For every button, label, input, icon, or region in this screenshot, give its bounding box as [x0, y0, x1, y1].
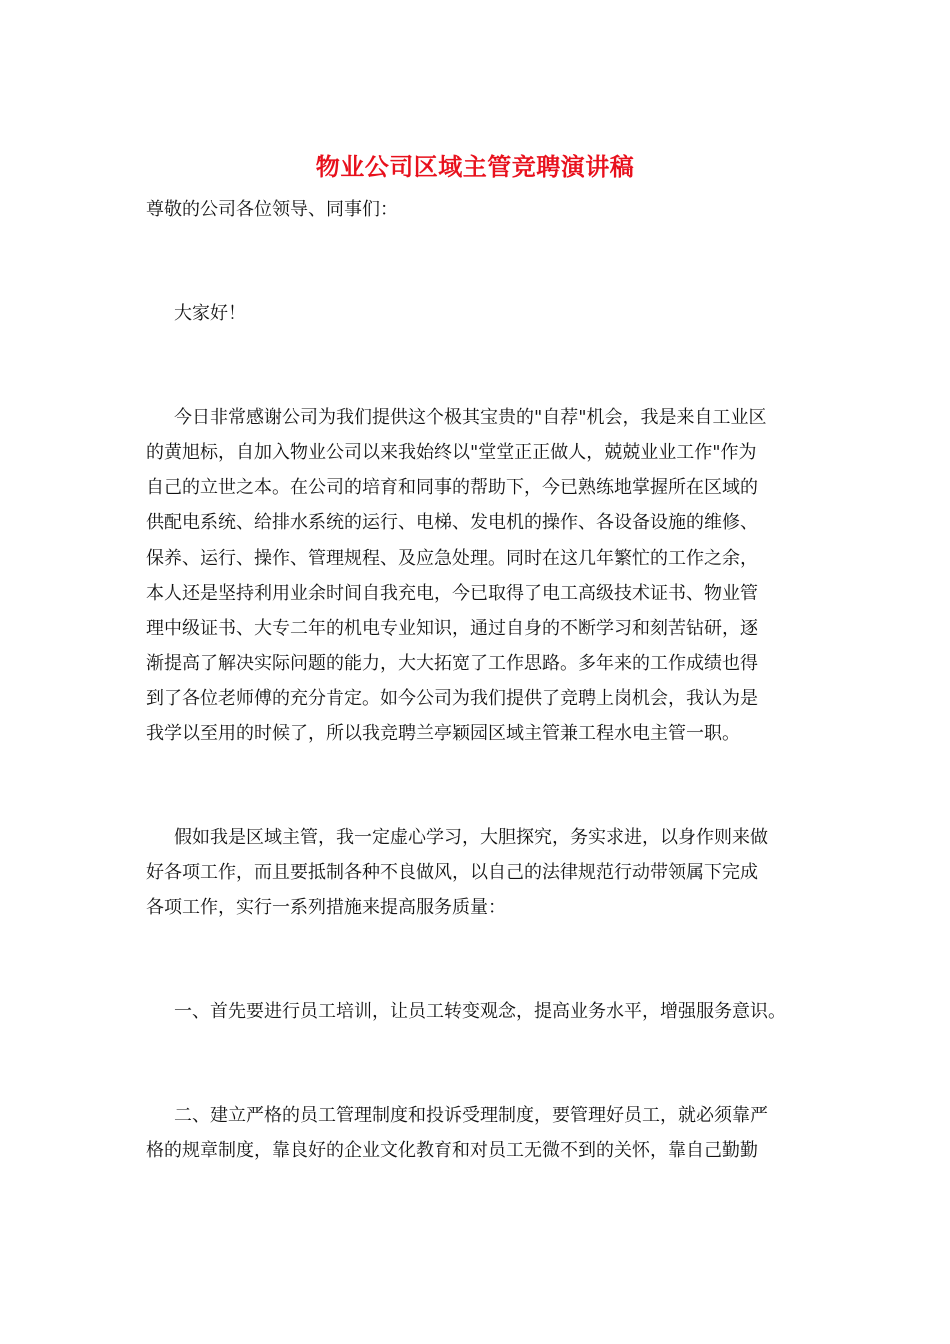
- paragraph-line: 的黄旭标，自加入物业公司以来我始终以"堂堂正正做人，兢兢业业工作"作为: [146, 442, 757, 463]
- document-title: 物业公司区域主管竞聘演讲稿: [315, 152, 635, 181]
- paragraph-line: 到了各位老师傅的充分肯定。如今公司为我们提供了竞聘上岗机会，我认为是: [146, 688, 758, 709]
- paragraph-line: 假如我是区域主管，我一定虚心学习，大胆探究，务实求进，以身作则来做: [174, 827, 768, 848]
- paragraph-line: 格的规章制度，靠良好的企业文化教育和对员工无微不到的关怀，靠自己勤勤: [146, 1140, 758, 1161]
- list-item-1: 一、首先要进行员工培训，让员工转变观念，提高业务水平，增强服务意识。: [174, 1001, 786, 1022]
- paragraph-line: 各项工作，实行一系列措施来提高服务质量：: [146, 897, 506, 918]
- greeting: 大家好！: [174, 303, 246, 324]
- paragraph-line: 自己的立世之本。在公司的培育和同事的帮助下，今已熟练地掌握所在区域的: [146, 477, 758, 498]
- paragraph-line: 供配电系统、给排水系统的运行、电梯、发电机的操作、各设备设施的维修、: [146, 512, 758, 533]
- paragraph-line: 渐提高了解决实际问题的能力，大大拓宽了工作思路。多年来的工作成绩也得: [146, 653, 758, 674]
- paragraph-line: 理中级证书、大专二年的机电专业知识，通过自身的不断学习和刻苦钻研，逐: [146, 618, 758, 639]
- paragraph-line: 二、建立严格的员工管理制度和投诉受理制度，要管理好员工，就必须靠严: [174, 1105, 768, 1126]
- salutation: 尊敬的公司各位领导、同事们：: [146, 199, 398, 220]
- paragraph-line: 今日非常感谢公司为我们提供这个极其宝贵的"自荐"机会，我是来自工业区: [174, 407, 767, 428]
- paragraph-line: 保养、运行、操作、管理规程、及应急处理。同时在这几年繁忙的工作之余，: [146, 548, 758, 569]
- paragraph-line: 我学以至用的时候了，所以我竞聘兰亭颖园区域主管兼工程水电主管一职。: [146, 723, 740, 744]
- paragraph-line: 本人还是坚持利用业余时间自我充电，今已取得了电工高级技术证书、物业管: [146, 583, 758, 604]
- paragraph-line: 好各项工作，而且要抵制各种不良做风，以自己的法律规范行动带领属下完成: [146, 862, 758, 883]
